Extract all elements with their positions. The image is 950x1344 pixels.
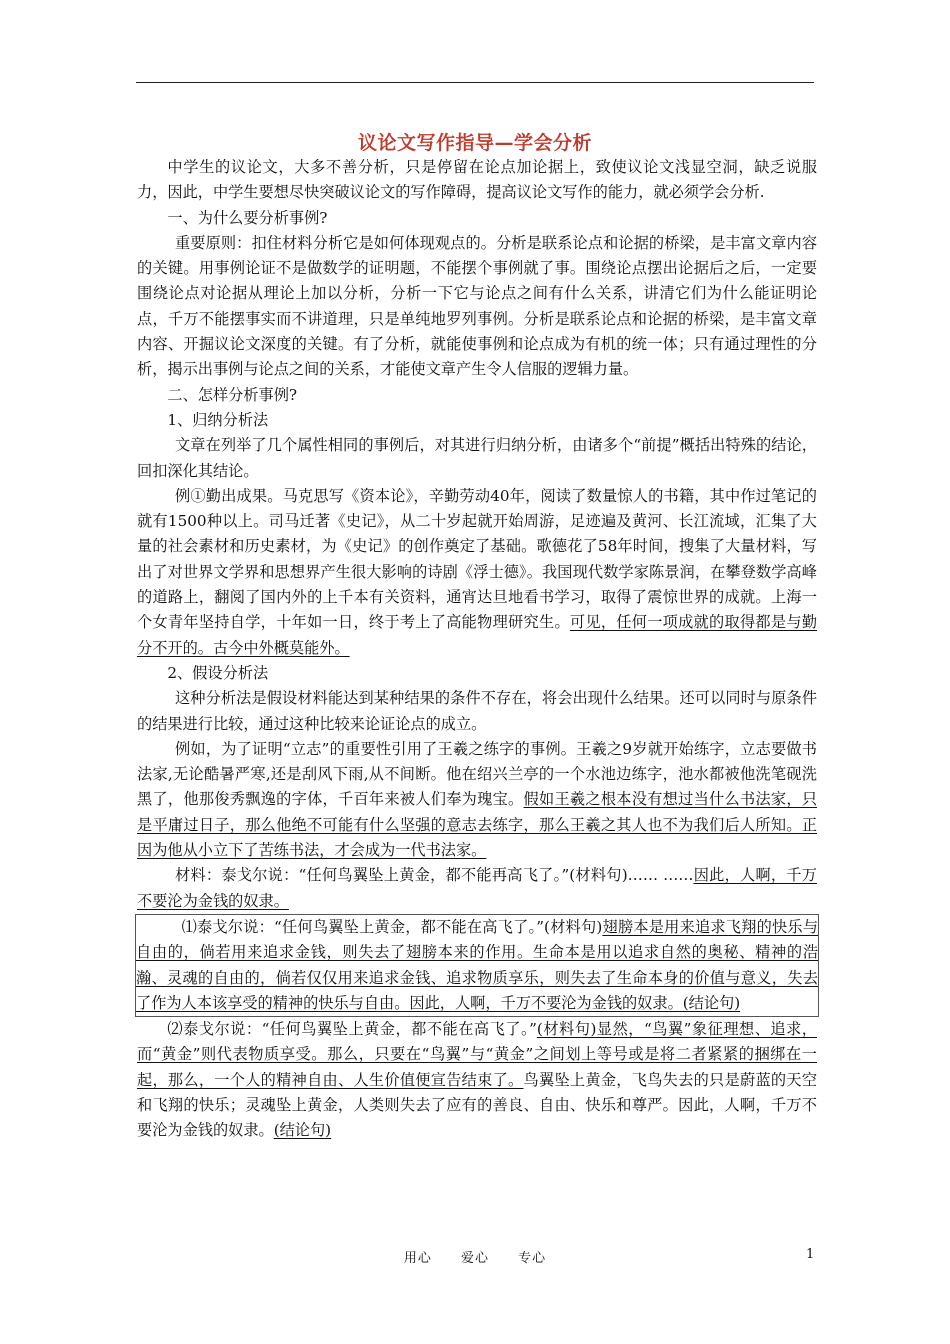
induction-paragraph: 文章在列举了几个属性相同的事例后，对其进行归纳分析，由诸多个“前提”概括出特殊的结论，回扣深化其结论。 (137, 436, 817, 480)
case1-boxed-block (135, 914, 819, 1017)
material-quote: 材料：泰戈尔说：“任何鸟翼坠上黄金，都不能再高飞了。”(材料句)…… …… (175, 866, 694, 885)
case1-quote: ⑴泰戈尔说：“任何鸟翼坠上黄金，都不能在高飞了。”(材料句) (181, 917, 603, 936)
section-heading-2: 二、怎样分析事例? (167, 385, 298, 404)
subheading-induction: 1、归纳分析法 (167, 410, 269, 429)
case1-analysis: 翅膀本是用来追求飞翔的快乐与自由的，倘若用来追求金钱，则失去了翅膀本来的作用。生命本是用以追求自然的奥秘、精神的浩瀚、灵魂的自由的，倘若仅仅用来追求金钱、追求物质享乐，则失去了生命本身的价值与意义，失去了作为人本该享受的精神的快乐与自由。因此，人啊，千万不要沦为金钱的奴隶。(结论句) (136, 917, 819, 1012)
example2-paragraph (137, 737, 817, 863)
case1-paragraph (136, 915, 818, 1016)
example2-facts: 例如，为了证明“立志”的重要性引用了王羲之练字的事例。王羲之9岁就开始练字，立志要做书法家,无论酷暑严寒,还是刮风下雨,从不间断。他在绍兴兰亭的一个水池边练字，池水都被他洗笔砚洗黑了，他那俊秀飘逸的字体，千百年来被人们奉为瑰宝。 (137, 739, 817, 809)
section-heading-1: 一、为什么要分析事例? (167, 208, 328, 227)
page-number: 1 (806, 1247, 815, 1262)
case2-quote: ⑵泰戈尔说：“任何鸟翼坠上黄金，都不能在高飞了。” (167, 1020, 537, 1039)
example1-conclusion: 可见，任何一项成就的取得都是与勤分不开的。古今中外概莫能外。 (137, 613, 818, 657)
intro-paragraph: 中学生的议论文，大多不善分析，只是停留在论点加论据上，致使议论文浅显空洞，缺乏说服力，因此，中学生要想尽快突破议论文的写作障碍，提高议论文写作的能力，就必须学会分析. (137, 158, 817, 202)
principle-paragraph: 重要原则：扣住材料分析它是如何体现观点的。分析是联系论点和论据的桥梁，是丰富文章内容的关键。用事例论证不是做数学的证明题，不能摆个事例就了事。围绕论点摆出论据后之后，一定要围绕论点对论据从理论上加以分析，分析一下它与论点之间有什么关系，讲清它们为什么能证明论点，千万不能摆事实而不讲道理，只是单纯地罗列事例。分析是联系论点和论据的桥梁，是丰富文章内容、开掘议论文深度的关键。有了分析，就能使事例和论点成为有机的统一体；只有通过理性的分析，揭示出事例与论点之间的关系，才能使文章产生令人信服的逻辑力量。 (137, 233, 817, 379)
example1-paragraph (137, 484, 817, 661)
material-conclusion: 因此，人啊，千万不要沦为金钱的奴隶。 (137, 866, 817, 910)
footer-word-2: 爱心 (460, 1251, 489, 1266)
document-body (137, 155, 817, 1144)
subheading-hypothesis: 2、假设分析法 (167, 663, 269, 682)
header-rule (136, 82, 814, 83)
case2-analysis: (材料句)显然，“鸟翼”象征理想、追求，而“黄金”则代表物质享受。那么，只要在“鸟翼”与“黄金”之间划上等号或是将二者紧紧的捆绑在一起，那么，一个人的精神自由、人生价值便宣告结束了。 (137, 1020, 817, 1089)
footer-word-3: 专心 (518, 1251, 547, 1266)
material-paragraph (137, 863, 817, 914)
example1-facts: 例①勤出成果。马克思写《资本论》，辛勤劳动40年，阅读了数量惊人的书籍，其中作过笔记的就有1500种以上。司马迁著《史记》，从二十岁起就开始周游，足迹遍及黄河、长江流域，汇集了大量的社会素材和历史素材，为《史记》的创作奠定了基础。歌德花了58年时间，搜集了大量材料，写出了对世界文学界和思想界产生很大影响的诗剧《浮士德》。我国现代数学家陈景润，在攀登数学高峰的道路上，翻阅了国内外的上千本有关资料，通宵达旦地看书学习，取得了震惊世界的成就。上海一个女青年坚持自学，十年如一日，终于考上了高能物理研究生。 (137, 486, 817, 632)
document-title: 议论文写作指导—学会分析 (357, 132, 592, 154)
case2-extension: 鸟翼坠上黄金，飞鸟失去的只是蔚蓝的天空和飞翔的快乐；灵魂坠上黄金，人类则失去了应有的善良、自由、快乐和尊严。因此，人啊，千万不要沦为金钱的奴隶。 (137, 1070, 818, 1140)
hypothesis-paragraph: 这种分析法是假设材料能达到某种结果的条件不存在，将会出现什么结果。还可以同时与原条件的结果进行比较，通过这种比较来论证论点的成立。 (137, 689, 817, 733)
example2-analysis: 假如王羲之根本没有想过当什么书法家，只是平庸过日子，那么他绝不可能有什么坚强的意志去练字，那么王羲之其人也不为我们后人所知。正因为他从小立下了苦练书法，才会成为一代书法家。 (137, 790, 818, 860)
case2-paragraph (137, 1017, 817, 1143)
case2-tag: (结论句) (273, 1121, 332, 1140)
footer-word-1: 用心 (403, 1251, 432, 1266)
